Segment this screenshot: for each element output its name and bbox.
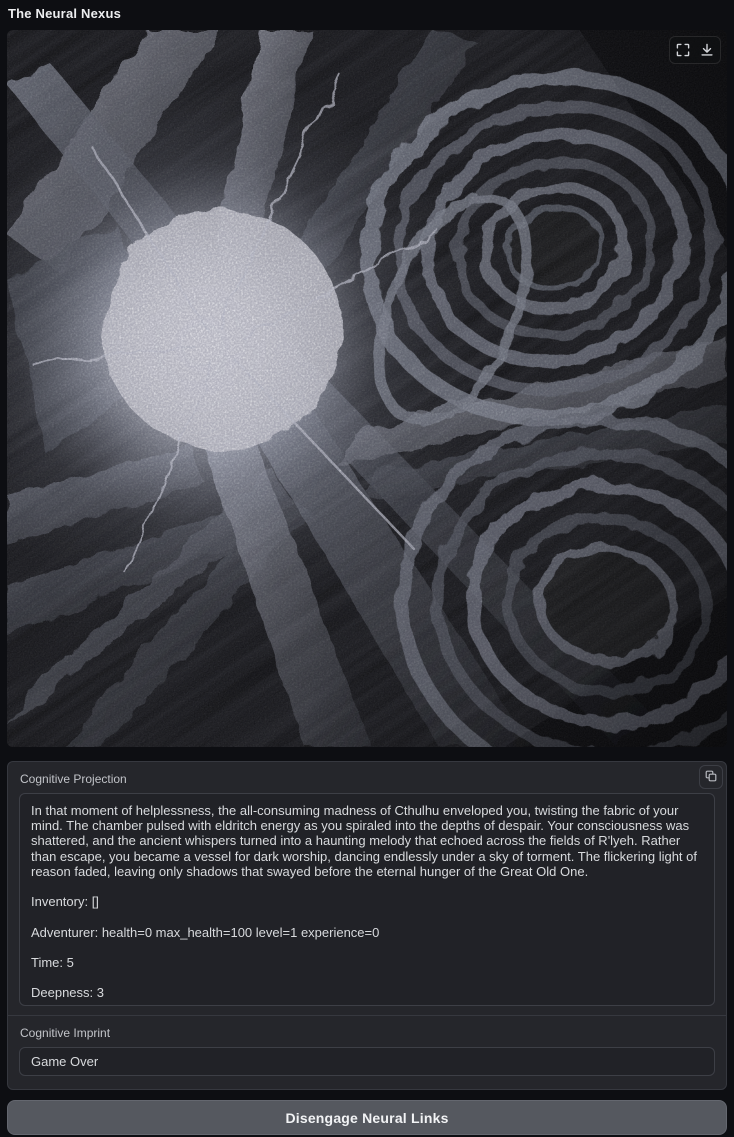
game-image-viewer [7,30,727,747]
image-toolbar [669,36,721,64]
copy-icon [705,770,717,785]
eldritch-artwork [7,30,727,747]
imprint-input[interactable] [19,1047,715,1076]
projection-label: Cognitive Projection [20,772,127,786]
imprint-field [8,1015,726,1089]
imprint-label: Cognitive Imprint [20,1026,111,1040]
projection-textarea[interactable] [19,793,715,1006]
projection-field [8,762,726,1015]
copy-button[interactable] [699,765,723,789]
disengage-button[interactable]: Disengage Neural Links [7,1100,727,1135]
output-panel [7,761,727,1090]
download-icon [700,43,714,57]
fullscreen-button[interactable] [672,39,694,61]
fullscreen-icon [676,43,690,57]
page-title: The Neural Nexus [8,6,122,21]
download-button[interactable] [696,39,718,61]
